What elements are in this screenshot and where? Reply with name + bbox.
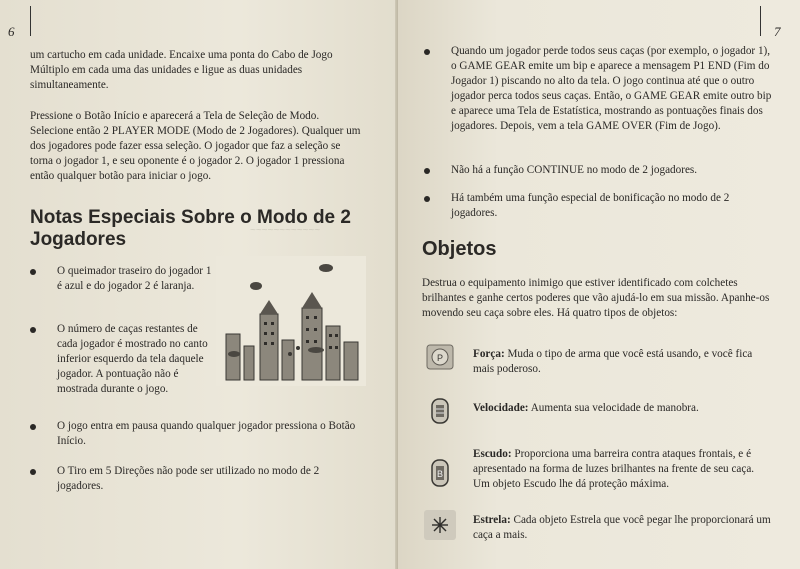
bullet-item: O jogo entra em pausa quando qualquer jogador pressiona o Botão Início. [30, 419, 365, 449]
svg-text:B: B [436, 469, 444, 479]
object-speed: Velocidade: Aumenta sua velocidade de manobra. [473, 402, 699, 414]
left-page [0, 0, 398, 569]
bullet-dot [30, 269, 36, 275]
bullet-dot [30, 469, 36, 475]
star-icon [424, 510, 456, 540]
bullet-dot [30, 327, 36, 333]
page-number: 6 [8, 24, 15, 39]
svg-text:P: P [436, 353, 444, 363]
right-page [398, 0, 800, 569]
intro-paragraph: Pressione o Botão Início e aparecerá a Tela de Seleção de Modo. Selecione então 2 PLAYER MODE (Modo de 2 Jogadores). Qualquer um dos jogadores pode fazer essa seleção. O jogador que faz a seleção se torna o jogador 1, e seu oponente é o jogador 2. O jogador 1 pressiona então qualquer botão para iniciar o jogo. [30, 110, 361, 182]
bullet-dot [424, 49, 430, 55]
bullet-item: O Tiro em 5 Direções não pode ser utilizado no modo de 2 jogadores. [30, 464, 365, 494]
bullet-item: Há também uma função especial de bonificação no modo de 2 jogadores. [424, 191, 774, 221]
bullet-item: O número de caças restantes de cada jogador é mostrado no canto inferior esquerdo da tela daquele jogador. A pontuação não é mostrada durante o jogo. [30, 322, 220, 397]
bullet-item: Não há a função CONTINUE no modo de 2 jogadores. [424, 163, 774, 178]
page-rule [760, 6, 761, 36]
bullet-dot [424, 168, 430, 174]
power-icon [426, 344, 454, 370]
page-number: 7 [774, 24, 781, 39]
bullet-dot [424, 196, 430, 202]
object-shield: Escudo: Proporciona uma barreira contra ataques frontais, e é apresentado na forma de luzes brilhantes na frente de seu caça. Um objeto Escudo lhe dá proteção máxima. [473, 448, 755, 490]
speed-icon [430, 398, 450, 424]
page-rule [30, 6, 31, 36]
game-screenshot-illustration [216, 256, 366, 386]
shield-icon [430, 459, 450, 487]
bullet-item: Quando um jogador perde todos seus caças (por exemplo, o jogador 1), o GAME GEAR emite um bip e aparece a mensagem P1 END (Fim do Jogador 1) piscando no alto da tela. O jogo continua até que o outro jogador perca todos seus caças. Então, o GAME GEAR emite outro bip e aparece uma Tela de Estatística, mostrando as pontuações finais dos jogadores. Depois, vem a tela GAME OVER (Fim de Jogo). [424, 44, 774, 134]
object-star: Estrela: Cada objeto Estrela que você pegar lhe proporcionará um caça a mais. [473, 514, 771, 541]
section-title: Objetos [422, 238, 497, 260]
objects-intro: Destrua o equipamento inimigo que estiver identificado com colchetes brilhantes e ganhe certos poderes que vão ajudá-lo em sua missão. Apanhe-os movendo seu caça sobre eles. Há quatro tipos de objetos: [422, 277, 770, 319]
bleed-through-text: ~~~~~~~~~~~~ [250, 225, 321, 236]
section-title: Notas Especiais Sobre o Modo de 2 Jogadores [30, 207, 351, 250]
bullet-item: O queimador traseiro do jogador 1 é azul e do jogador 2 é laranja. [30, 264, 215, 294]
intro-paragraph: um cartucho em cada unidade. Encaixe uma ponta do Cabo de Jogo Múltiplo em cada uma das unidades e ligue as duas unidades simultaneamente. [30, 49, 333, 91]
object-power: Força: Muda o tipo de arma que você está usando, e você fica mais poderoso. [473, 348, 753, 375]
bullet-dot [30, 424, 36, 430]
